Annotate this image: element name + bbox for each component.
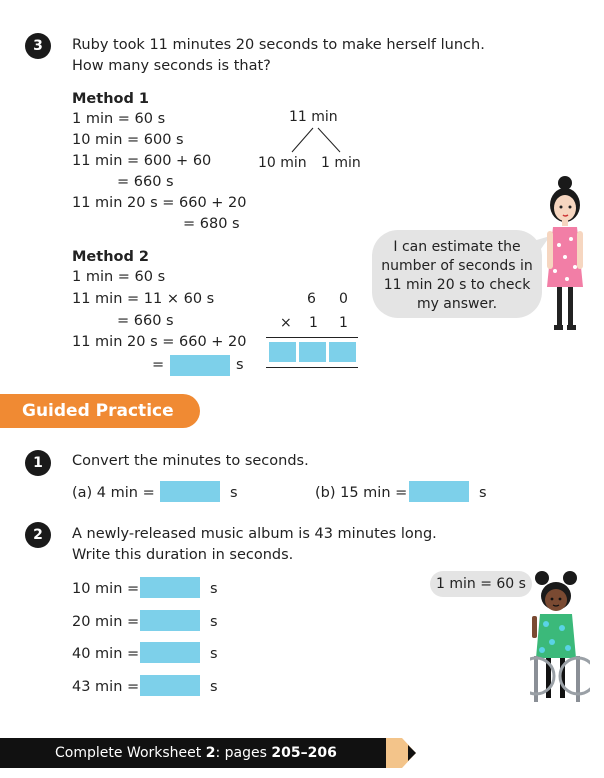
answer-box[interactable] <box>140 577 200 598</box>
bond-right: 1 min <box>321 155 361 171</box>
method1-line: = 680 s <box>183 216 240 232</box>
method1-heading: Method 1 <box>72 91 149 107</box>
method2-equals: = <box>152 357 165 373</box>
question-number-badge: 3 <box>25 33 51 59</box>
footer-prefix: Complete Worksheet <box>55 745 206 761</box>
mult-digit: 1 <box>339 315 348 331</box>
unit-label: s <box>210 679 218 695</box>
speech-bubble: I can estimate the number of seconds in 11 min 20 s to check my answer. <box>372 230 542 318</box>
mult-answer-box[interactable] <box>329 342 356 362</box>
answer-box[interactable] <box>140 675 200 696</box>
mult-answer-box[interactable] <box>269 342 296 362</box>
wheelchair-girl-icon <box>530 568 590 714</box>
worksheet-footer <box>0 738 386 768</box>
question-text-line1: A newly-released music album is 43 minutes long. <box>72 526 437 542</box>
question-number-badge: 2 <box>25 522 51 548</box>
girl-character-icon <box>543 175 589 335</box>
method2-unit: s <box>236 357 244 373</box>
bond-lines <box>280 126 360 156</box>
method1-line: 10 min = 600 s <box>72 132 184 148</box>
method2-line: 11 min 20 s = 660 + 20 <box>72 334 247 350</box>
mult-digit: 1 <box>309 315 318 331</box>
method2-line: 1 min = 60 s <box>72 269 166 285</box>
method2-heading: Method 2 <box>72 249 149 265</box>
bond-top: 11 min <box>289 109 338 125</box>
row-label: 10 min = <box>72 581 140 597</box>
part-b-label: (b) 15 min = <box>315 485 408 501</box>
question-number-badge: 1 <box>25 450 51 476</box>
unit-label: s <box>210 646 218 662</box>
method1-line: 11 min = 600 + 60 <box>72 153 212 169</box>
method2-line: 11 min = 11 × 60 s <box>72 291 215 307</box>
unit-label: s <box>210 614 218 630</box>
pencil-tip-icon <box>386 738 416 768</box>
unit-label: s <box>479 485 487 501</box>
mult-answer-box[interactable] <box>299 342 326 362</box>
bond-left: 10 min <box>258 155 307 171</box>
method2-line: = 660 s <box>117 313 174 329</box>
unit-label: s <box>210 581 218 597</box>
question-text-line2: How many seconds is that? <box>72 58 271 74</box>
mult-rule-top <box>266 337 358 338</box>
row-label: 40 min = <box>72 646 140 662</box>
method1-line: = 660 s <box>117 174 174 190</box>
answer-box[interactable] <box>140 642 200 663</box>
question-text-line1: Ruby took 11 minutes 20 seconds to make herself lunch. <box>72 37 485 53</box>
mult-sign: × <box>280 315 292 331</box>
question-text: Convert the minutes to seconds. <box>72 453 309 469</box>
row-label: 20 min = <box>72 614 140 630</box>
mult-rule-bottom <box>266 367 358 368</box>
footer-mid: : pages <box>215 745 272 761</box>
mult-digit: 6 <box>307 291 316 307</box>
question-text-line2: Write this duration in seconds. <box>72 547 294 563</box>
row-label: 43 min = <box>72 679 140 695</box>
speech-bubble: 1 min = 60 s <box>430 571 532 597</box>
footer-pages: 205–206 <box>271 745 337 761</box>
answer-box[interactable] <box>160 481 220 502</box>
part-a-label: (a) 4 min = <box>72 485 155 501</box>
guided-practice-banner: Guided Practice <box>0 394 200 428</box>
answer-box[interactable] <box>140 610 200 631</box>
answer-box[interactable] <box>409 481 469 502</box>
method1-line: 11 min 20 s = 660 + 20 <box>72 195 247 211</box>
mult-digit: 0 <box>339 291 348 307</box>
footer-worksheet-number: 2 <box>205 745 216 761</box>
method1-line: 1 min = 60 s <box>72 111 166 127</box>
answer-box[interactable] <box>170 355 230 376</box>
unit-label: s <box>230 485 238 501</box>
